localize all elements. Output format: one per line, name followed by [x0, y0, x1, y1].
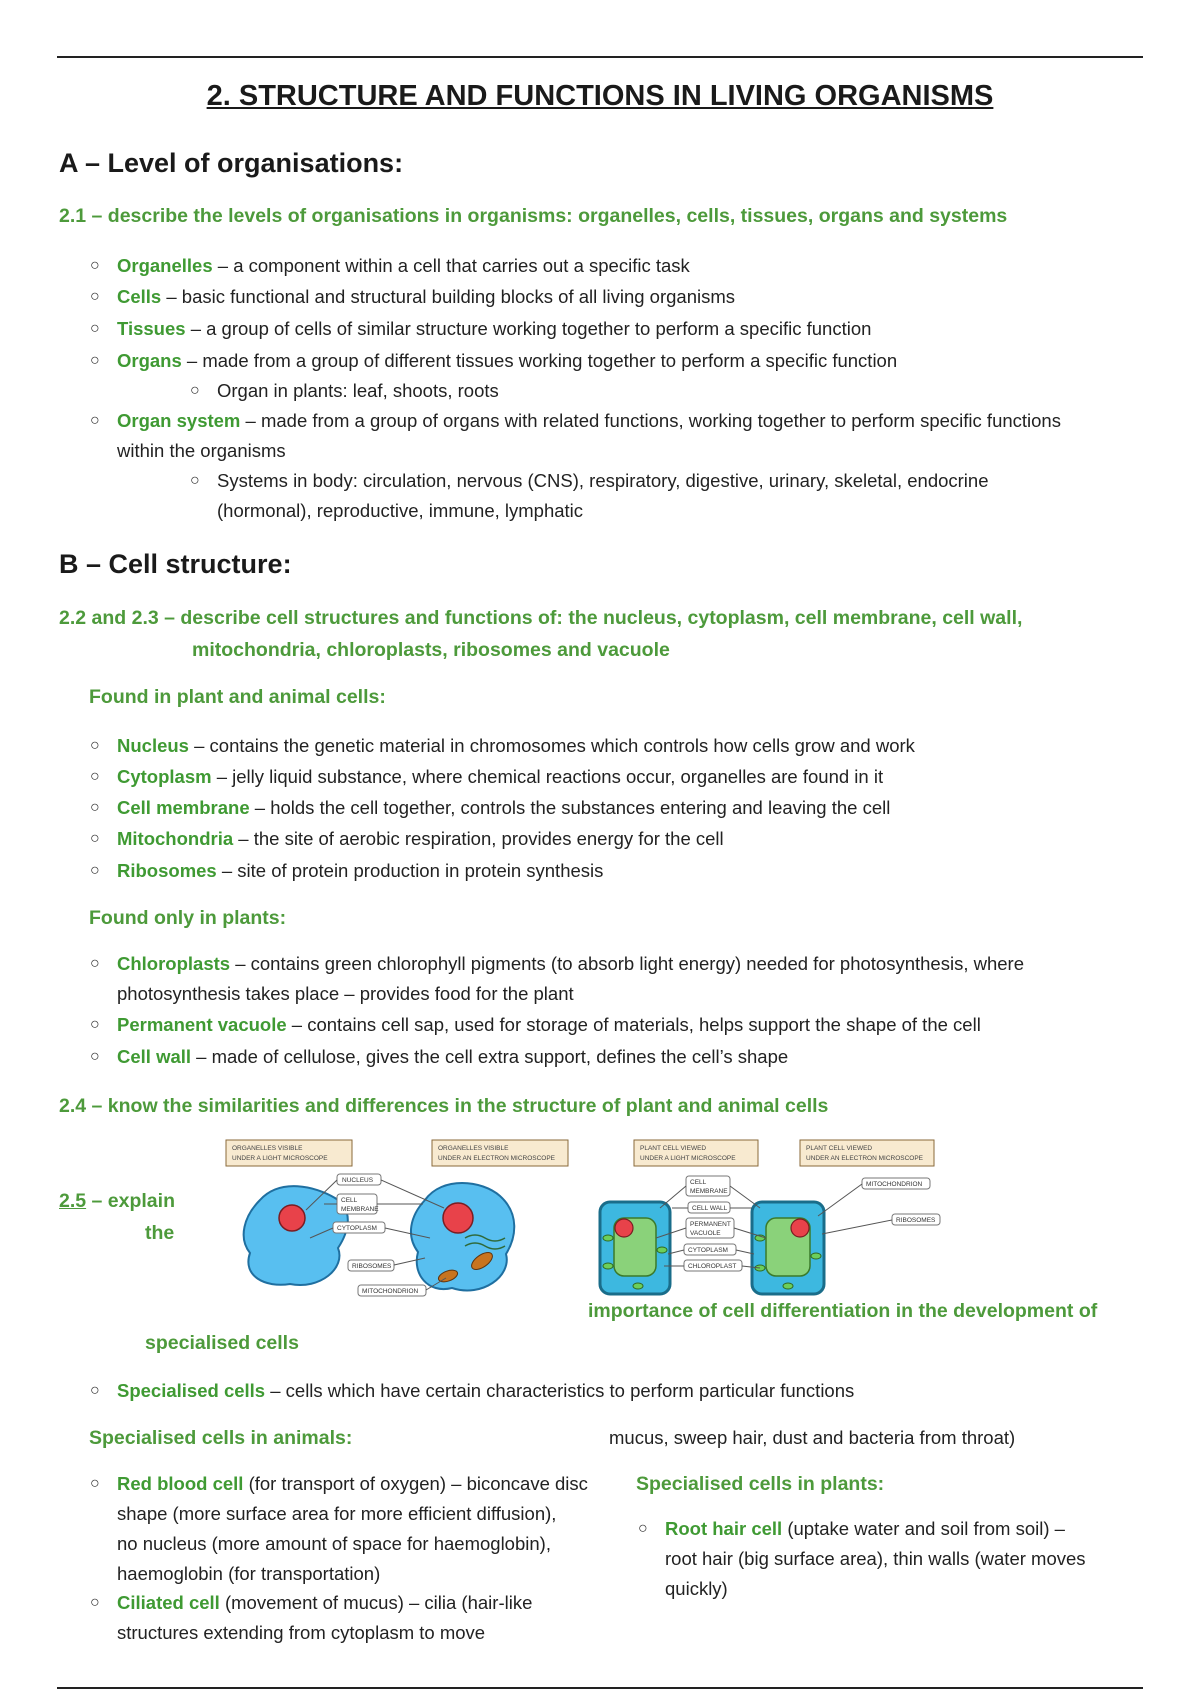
bottom-rule	[57, 1687, 1143, 1689]
svg-text:CYTOPLASM: CYTOPLASM	[688, 1247, 728, 1254]
bullet-icon: ○	[90, 1382, 100, 1399]
bullet-icon: ○	[90, 1048, 100, 1065]
list-item-cells: ○ Cells – basic functional and structural building blocks of all living organisms	[117, 282, 735, 312]
list-item-cytoplasm: ○ Cytoplasm – jelly liquid substance, where chemical reactions occur, organelles are found in it	[117, 762, 883, 792]
list-item-cell-wall: ○ Cell wall – made of cellulose, gives the cell extra support, defines the cell’s shape	[117, 1042, 788, 1072]
bullet-icon: ○	[90, 1016, 100, 1033]
bullet-icon: ○	[90, 1594, 100, 1611]
svg-text:PERMANENT: PERMANENT	[690, 1221, 731, 1228]
bullet-icon: ○	[90, 737, 100, 754]
svg-text:MEMBRANE: MEMBRANE	[690, 1188, 728, 1195]
list-item-nucleus: ○ Nucleus – contains the genetic material in chromosomes which controls how cells grow and work	[117, 731, 915, 761]
plant-only-heading: Found only in plants:	[89, 907, 287, 929]
bullet-icon: ○	[90, 955, 100, 972]
list-item-ciliated-cell: ○ Ciliated cell (movement of mucus) – cilia (hair-like structures extending from cytoplasm to move	[117, 1588, 532, 1648]
bullet-icon: ○	[90, 862, 100, 879]
bullet-icon: ○	[90, 768, 100, 785]
svg-text:ORGANELLES VISIBLE: ORGANELLES VISIBLE	[438, 1145, 509, 1152]
svg-text:UNDER A LIGHT MICROSCOPE: UNDER A LIGHT MICROSCOPE	[232, 1155, 328, 1162]
label-box-plant-light	[634, 1140, 758, 1166]
svg-text:CELL: CELL	[341, 1197, 358, 1204]
svg-text:VACUOLE: VACUOLE	[690, 1230, 721, 1237]
label-box-animal-light	[226, 1140, 352, 1166]
sub-item-organ-plants: ○ Organ in plants: leaf, shoots, roots	[217, 376, 499, 406]
section-a-heading: A – Level of organisations:	[59, 148, 404, 178]
list-item-specialised-cells: ○ Specialised cells – cells which have certain characteristics to perform particular functions	[117, 1376, 854, 1406]
list-item-organs: ○ Organs – made from a group of different tissues working together to perform a specific function	[117, 346, 897, 376]
label-box-animal-electron	[432, 1140, 568, 1166]
both-cells-heading: Found in plant and animal cells:	[89, 686, 386, 708]
plant-nucleus-light	[615, 1219, 633, 1237]
bullet-icon: ○	[90, 320, 100, 337]
plant-nucleus-electron	[791, 1219, 809, 1237]
page-title: 2. STRUCTURE AND FUNCTIONS IN LIVING ORGANISMS	[206, 80, 994, 112]
spec-2-4: 2.4 – know the similarities and differences in the structure of plant and animal cells	[59, 1095, 829, 1117]
svg-text:UNDER AN ELECTRON MICROSCOPE: UNDER AN ELECTRON MICROSCOPE	[806, 1155, 924, 1162]
bullet-icon: ○	[90, 1475, 100, 1492]
svg-text:UNDER AN ELECTRON MICROSCOPE: UNDER AN ELECTRON MICROSCOPE	[438, 1155, 556, 1162]
list-item-mitochondria: ○ Mitochondria – the site of aerobic respiration, provides energy for the cell	[117, 824, 724, 854]
svg-text:PLANT CELL VIEWED: PLANT CELL VIEWED	[806, 1145, 873, 1152]
list-item-ribosomes: ○ Ribosomes – site of protein production in protein synthesis	[117, 856, 603, 886]
spec-2-5-mid: importance of cell differentiation in the development of	[588, 1300, 1098, 1322]
spec-2-2-line1: 2.2 and 2.3 – describe cell structures and functions of: the nucleus, cytoplasm, cell membrane, cell wall,	[59, 607, 1023, 629]
bullet-icon: ○	[90, 799, 100, 816]
list-item-chloroplasts: ○ Chloroplasts – contains green chlorophyll pigments (to absorb light energy) needed for photosynthesis, where photosynthesis takes place – provides food for the plant	[117, 949, 1127, 1009]
svg-text:CHLOROPLAST: CHLOROPLAST	[688, 1263, 737, 1270]
spec-2-5-end: specialised cells	[145, 1332, 299, 1354]
svg-text:MEMBRANE: MEMBRANE	[341, 1206, 379, 1213]
nucleus-electron	[443, 1203, 473, 1233]
list-item-root-hair-cell: ○ Root hair cell (uptake water and soil from soil) – root hair (big surface area), thin walls (water moves quickly)	[665, 1514, 1086, 1604]
animal-cell-light	[244, 1186, 348, 1285]
bullet-icon: ○	[190, 382, 200, 399]
bullet-icon: ○	[638, 1520, 648, 1537]
svg-text:ORGANELLES VISIBLE: ORGANELLES VISIBLE	[232, 1145, 303, 1152]
svg-text:CELL WALL: CELL WALL	[692, 1205, 728, 1212]
svg-text:MITOCHONDRION: MITOCHONDRION	[362, 1288, 419, 1295]
bullet-icon: ○	[190, 472, 200, 489]
bullet-icon: ○	[90, 257, 100, 274]
list-item-vacuole: ○ Permanent vacuole – contains cell sap, used for storage of materials, helps support the shape of the cell	[117, 1010, 981, 1040]
list-item-organ-system: ○ Organ system – made from a group of organs with related functions, working together to perform specific functions within the organisms	[117, 406, 1087, 466]
spec-2-5-start: 2.5 – explain	[59, 1190, 175, 1212]
list-item-tissues: ○ Tissues – a group of cells of similar structure working together to perform a specific function	[117, 314, 871, 344]
svg-text:CELL: CELL	[690, 1179, 707, 1186]
svg-text:PLANT CELL VIEWED: PLANT CELL VIEWED	[640, 1145, 707, 1152]
spec-2-5-the: the	[145, 1222, 175, 1244]
spec-2-2-line2: mitochondria, chloroplasts, ribosomes and vacuole	[192, 639, 670, 661]
bullet-icon: ○	[90, 412, 100, 429]
list-item-red-blood-cell: ○ Red blood cell (for transport of oxygen) – biconcave disc shape (more surface area for more efficient diffusion), no nucleus (more amount of space for haemoglobin), haemoglobin (for transportation)	[117, 1469, 588, 1589]
ciliated-cell-continuation: mucus, sweep hair, dust and bacteria from throat)	[609, 1427, 1016, 1448]
svg-text:CYTOPLASM: CYTOPLASM	[337, 1225, 377, 1232]
sub-item-body-systems: ○ Systems in body: circulation, nervous (CNS), respiratory, digestive, urinary, skeletal, endocrine (hormonal), reproductive, immune, lymphatic	[217, 466, 1077, 526]
list-item-organelles: ○ Organelles – a component within a cell that carries out a specific task	[117, 251, 690, 281]
cell-diagram	[220, 1138, 950, 1308]
bullet-icon: ○	[90, 830, 100, 847]
specialised-animals-heading: Specialised cells in animals:	[89, 1427, 353, 1449]
svg-text:MITOCHONDRION: MITOCHONDRION	[866, 1181, 923, 1188]
svg-text:RIBOSOMES: RIBOSOMES	[352, 1263, 392, 1270]
svg-text:NUCLEUS: NUCLEUS	[342, 1177, 374, 1184]
list-item-cell-membrane: ○ Cell membrane – holds the cell together, controls the substances entering and leaving the cell	[117, 793, 890, 823]
bullet-icon: ○	[90, 352, 100, 369]
section-b-heading: B – Cell structure:	[59, 549, 292, 579]
spec-2-1: 2.1 – describe the levels of organisations in organisms: organelles, cells, tissues, organs and systems	[59, 205, 1008, 227]
specialised-plants-heading: Specialised cells in plants:	[636, 1473, 885, 1495]
svg-text:RIBOSOMES: RIBOSOMES	[896, 1217, 936, 1224]
nucleus-light	[279, 1205, 305, 1231]
label-box-plant-electron	[800, 1140, 934, 1166]
bullet-icon: ○	[90, 288, 100, 305]
top-rule	[57, 56, 1143, 58]
svg-text:UNDER A LIGHT MICROSCOPE: UNDER A LIGHT MICROSCOPE	[640, 1155, 736, 1162]
